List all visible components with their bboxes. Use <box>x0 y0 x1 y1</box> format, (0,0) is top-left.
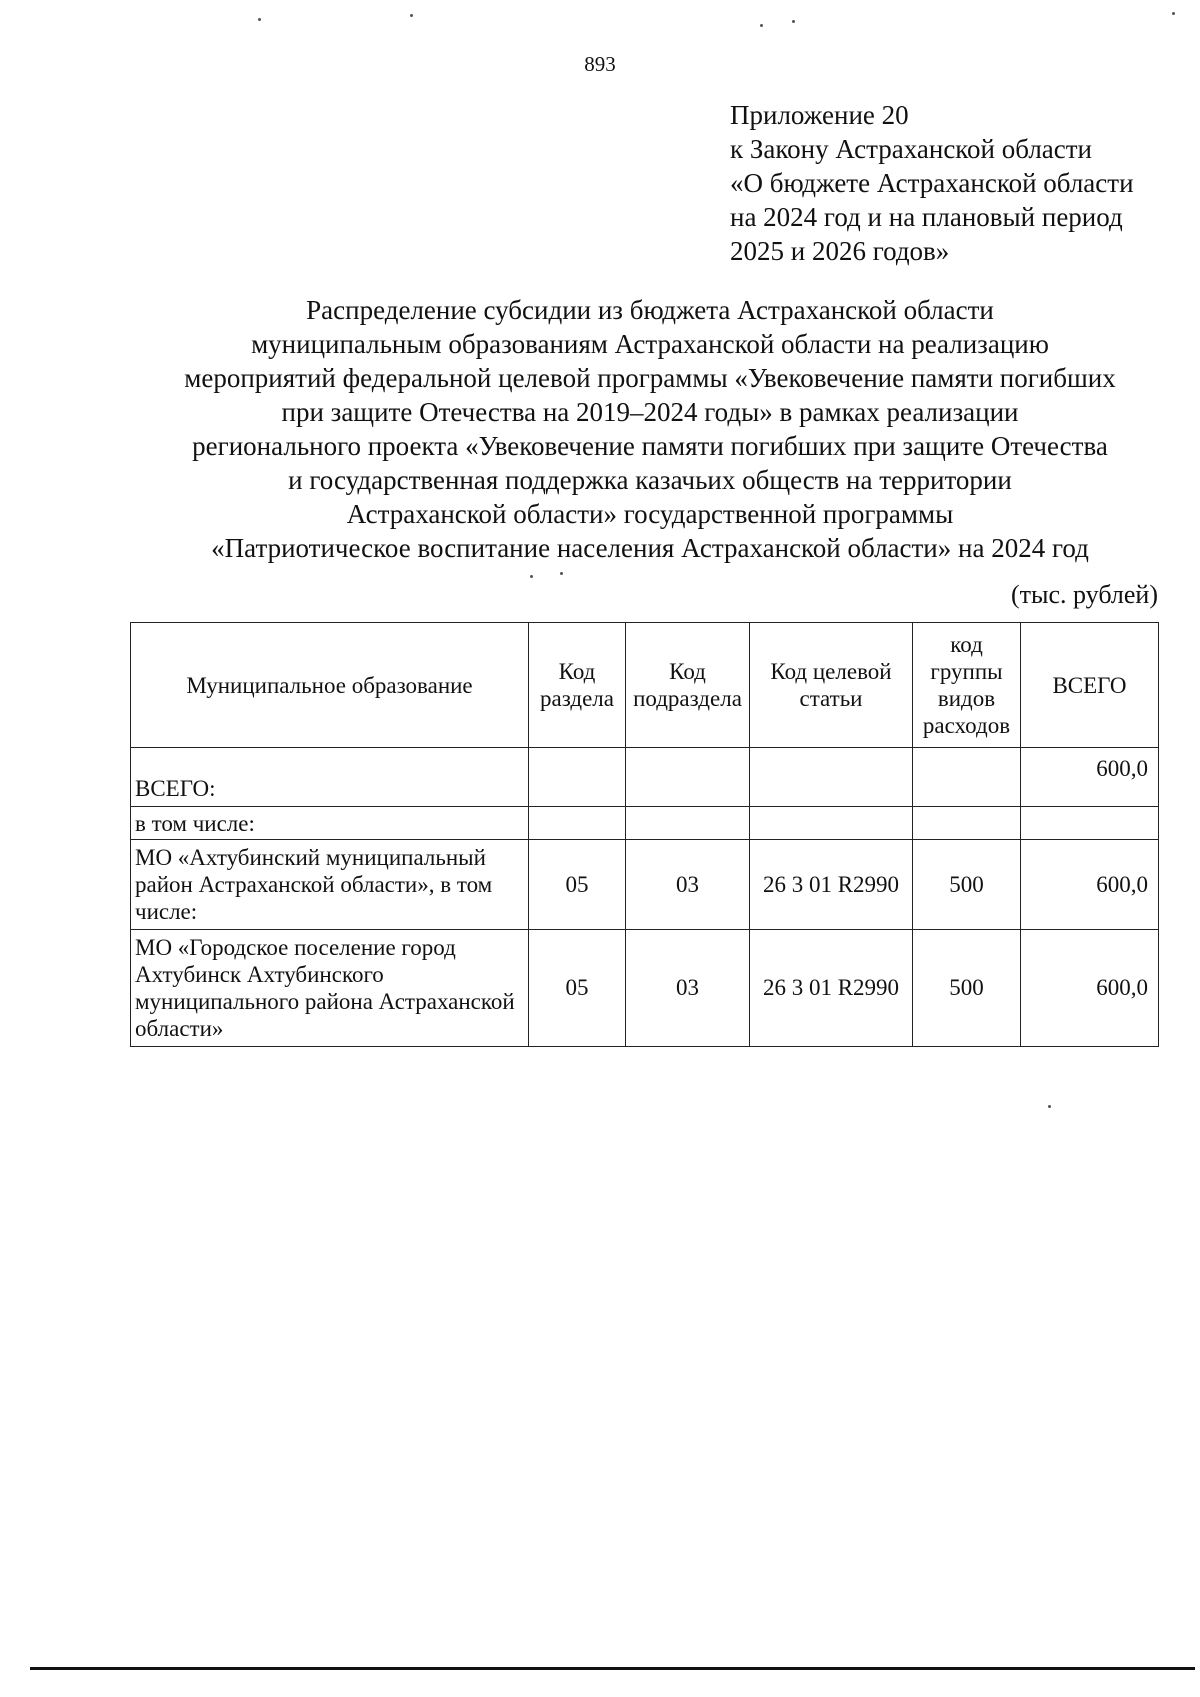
scan-speck <box>1172 12 1175 15</box>
appendix-line: Приложение 20 <box>730 100 909 130</box>
scan-speck <box>530 575 533 578</box>
appendix-header <box>730 98 1170 268</box>
cell-total: 600,0 <box>1021 748 1159 807</box>
table-header-row <box>131 623 1159 748</box>
appendix-line: 2025 и 2026 годов» <box>730 236 950 266</box>
cell-target-code <box>750 807 913 840</box>
cell-section-code: 05 <box>529 840 626 930</box>
title-line: муниципальным образованиям Астраханской области на реализацию <box>251 329 1049 359</box>
table-row <box>131 748 1159 807</box>
cell-expense-group <box>913 748 1021 807</box>
scan-speck <box>258 18 261 21</box>
cell-subsection-code <box>626 807 750 840</box>
document-title <box>80 293 1200 565</box>
cell-subsection-code: 03 <box>626 840 750 930</box>
table-row <box>131 840 1159 930</box>
cell-municipality: МО «Городское поселение город Ахтубинск Ахтубинского муниципального района Астраханской области» <box>131 930 529 1047</box>
appendix-line: на 2024 год и на плановый период <box>730 202 1123 232</box>
title-line: Астраханской области» государственной программы <box>346 499 954 529</box>
cell-expense-group <box>913 807 1021 840</box>
header-target-code: Код целевой статьи <box>750 623 913 748</box>
title-line: «Патриотическое воспитание населения Астраханской области» на 2024 год <box>211 533 1089 563</box>
page-number: 893 <box>584 52 616 76</box>
cell-section-code <box>529 807 626 840</box>
title-line: Распределение субсидии из бюджета Астраханской области <box>306 295 994 325</box>
header-total: ВСЕГО <box>1021 623 1159 748</box>
appendix-line: «О бюджете Астраханской области <box>730 168 1134 198</box>
scan-speck <box>1048 1105 1051 1108</box>
cell-target-code: 26 3 01 R2990 <box>750 840 913 930</box>
header-municipality: Муниципальное образование <box>131 623 529 748</box>
cell-expense-group: 500 <box>913 840 1021 930</box>
cell-municipality: в том числе: <box>131 807 529 840</box>
subsidy-table <box>130 622 1159 1047</box>
cell-expense-group: 500 <box>913 930 1021 1047</box>
table-row <box>131 807 1159 840</box>
scan-speck <box>760 24 763 27</box>
title-line: и государственная поддержка казачьих обществ на территории <box>288 465 1012 495</box>
cell-total: 600,0 <box>1021 840 1159 930</box>
cell-target-code: 26 3 01 R2990 <box>750 930 913 1047</box>
cell-subsection-code: 03 <box>626 930 750 1047</box>
units-label: (тыс. рублей) <box>1010 580 1158 609</box>
header-subsection-code: Код подраздела <box>626 623 750 748</box>
cell-subsection-code <box>626 748 750 807</box>
cell-total <box>1021 807 1159 840</box>
header-section-code: Код раздела <box>529 623 626 748</box>
footer-rule <box>30 1667 1195 1670</box>
cell-municipality: МО «Ахтубинский муниципальный район Астраханской области», в том числе: <box>131 840 529 930</box>
scan-speck <box>410 14 413 17</box>
cell-section-code <box>529 748 626 807</box>
header-expense-group: код группы видов расходов <box>913 623 1021 748</box>
table-row <box>131 930 1159 1047</box>
appendix-line: к Закону Астраханской области <box>730 134 1093 164</box>
title-line: при защите Отечества на 2019–2024 годы» в рамках реализации <box>281 397 1019 427</box>
cell-section-code: 05 <box>529 930 626 1047</box>
scan-speck <box>792 20 795 23</box>
title-line: регионального проекта «Увековечение памяти погибших при защите Отечества <box>192 431 1108 461</box>
cell-total: 600,0 <box>1021 930 1159 1047</box>
title-line: мероприятий федеральной целевой программы «Увековечение памяти погибших <box>184 363 1116 393</box>
scan-speck <box>560 572 563 575</box>
cell-municipality: ВСЕГО: <box>131 748 529 807</box>
cell-target-code <box>750 748 913 807</box>
